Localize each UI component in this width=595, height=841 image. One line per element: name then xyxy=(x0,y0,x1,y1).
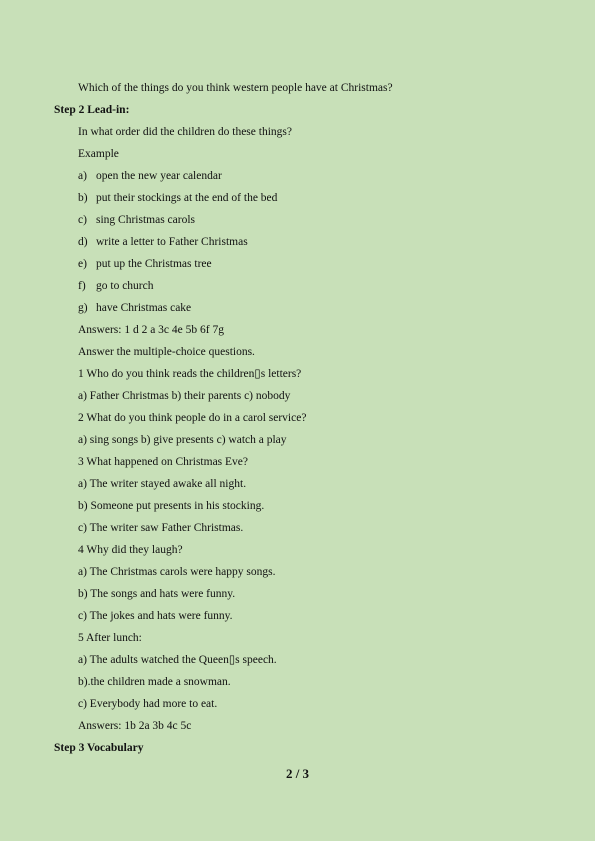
instruction-line: Answer the multiple-choice questions. xyxy=(78,346,255,358)
question-4-option-a: a) The Christmas carols were happy songs. xyxy=(78,566,276,578)
question-5: 5 After lunch: xyxy=(78,632,142,644)
question-2-options: a) sing songs b) give presents c) watch a play xyxy=(78,434,287,446)
heading-step-2: Step 2 Lead-in: xyxy=(54,104,130,116)
list-item-label: a) xyxy=(78,170,87,182)
list-item-label: f) xyxy=(78,280,86,292)
question-4: 4 Why did they laugh? xyxy=(78,544,183,556)
answers-line: Answers: 1 d 2 a 3c 4e 5b 6f 7g xyxy=(78,324,224,336)
list-item-text: put up the Christmas tree xyxy=(96,258,212,270)
heading-step-3: Step 3 Vocabulary xyxy=(54,742,144,754)
question-2: 2 What do you think people do in a carol service? xyxy=(78,412,307,424)
question-4-option-b: b) The songs and hats were funny. xyxy=(78,588,236,600)
question-5-option-c: c) Everybody had more to eat. xyxy=(78,698,218,710)
list-item-text: have Christmas cake xyxy=(96,302,192,314)
list-item-text: go to church xyxy=(96,280,154,292)
list-item-text: write a letter to Father Christmas xyxy=(96,236,248,248)
list-item-label: c) xyxy=(78,214,87,226)
question-1: 1 Who do you think reads the children▯s letters? xyxy=(78,368,302,380)
list-item xyxy=(78,169,222,183)
list-item xyxy=(78,213,195,227)
list-item xyxy=(78,301,191,315)
question-5-option-a: a) The adults watched the Queen▯s speech. xyxy=(78,654,277,666)
question-1-options: a) Father Christmas b) their parents c) nobody xyxy=(78,390,291,402)
list-item-label: g) xyxy=(78,302,88,314)
list-item xyxy=(78,235,248,249)
page-number: 2 / 3 xyxy=(285,766,310,781)
question-3-option-a: a) The writer stayed awake all night. xyxy=(78,478,247,490)
example-label: Example xyxy=(78,148,119,160)
list-item-label: d) xyxy=(78,236,88,248)
order-question: In what order did the children do these things? xyxy=(78,126,292,138)
question-3-option-c: c) The writer saw Father Christmas. xyxy=(78,522,244,534)
list-item-text: sing Christmas carols xyxy=(96,214,196,226)
list-item-text: put their stockings at the end of the bed xyxy=(96,192,278,204)
list-item-text: open the new year calendar xyxy=(96,170,222,182)
list-item xyxy=(78,191,277,205)
question-3: 3 What happened on Christmas Eve? xyxy=(78,456,249,468)
list-item-label: e) xyxy=(78,258,87,270)
list-item xyxy=(78,257,212,271)
list-item-label: b) xyxy=(78,192,88,204)
answers-line-2: Answers: 1b 2a 3b 4c 5c xyxy=(78,720,192,732)
question-5-option-b: b).the children made a snowman. xyxy=(78,676,231,688)
question-3-option-b: b) Someone put presents in his stocking. xyxy=(78,500,265,512)
question-4-option-c: c) The jokes and hats were funny. xyxy=(78,610,233,622)
list-item xyxy=(78,279,153,293)
intro-question: Which of the things do you think western people have at Christmas? xyxy=(78,82,393,94)
